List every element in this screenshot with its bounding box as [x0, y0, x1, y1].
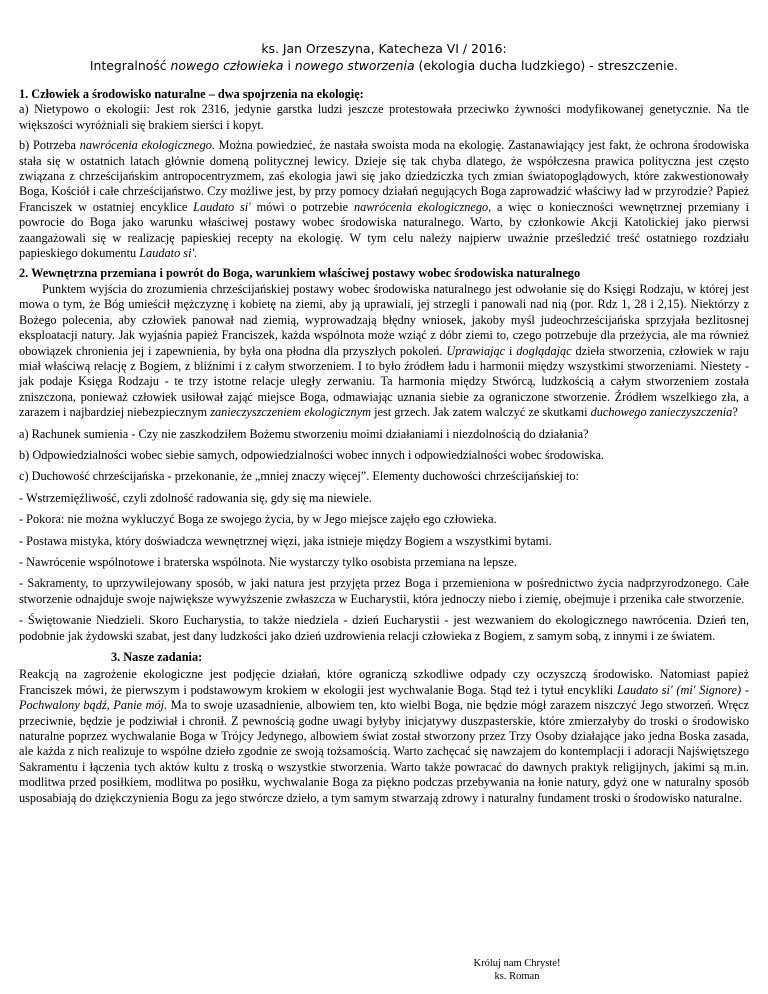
- text-span: Można powiedzieć, że nastała swoista moda na ekologię. Zastanawiający jest fakt, że ochrona środowiska stała się w ostatnich latach głównie domeną politycznej lewicy. Dzieje się tak chyba dlatego, że współczesna prawica polityczna jest często związana z chrześcijańskim antropocentryzmem, zaś ekologia jawi się jako dziedziczka tych zmian światopoglądowych, które zakwestionowały Boga, Kościół i całe chrześcijaństwo. Czy możliwe jest, by przy pomocy działań negujących Boga zaprowadzić właściwy ład w przyrodzie? Papież Franciszek w ostatniej encyklice: [19, 138, 749, 214]
- italic-span: Laudato si' (mi' Signore) - Pochwalony bądź, Panie mój.: [19, 682, 749, 713]
- text-span: dzieła stworzenia, człowiek w raju miał właściwą relację z Bogiem, z bliźnimi i z całym stworzeniem. I to było źródłem ładu i harmonii między wszystkimi stworzeniami. Niestety - jak podaje Księga Rodzaju - te trzy istotne relacje uległy zerwaniu. Ta harmonia między Stwórcą, ludzkością a całym stworzeniem została zniszczona, ponieważ człowiek usiłował zająć miejsce Boga, odmawiając uznania siebie za ograniczone stworzenie. Źródłem wszelkiego zła, a zarazem i najbardziej niebezpiecznym: [19, 343, 749, 420]
- section2-item-a: a) Rachunek sumienia - Czy nie zaszkodziłem Bożemu stworzeniu moimi działaniami i niezdolnością do działania?: [19, 426, 589, 441]
- section2-item-c: c) Duchowość chrześcijańska - przekonanie, że „mniej znaczy więcej”. Elementy duchowości chrześcijańskiej to:: [19, 469, 579, 484]
- title-italic: nowego człowieka: [170, 58, 284, 73]
- italic-span: doglądając: [516, 343, 572, 358]
- italic-span: duchowego zanieczyszczenia: [590, 405, 733, 420]
- italic-span: Laudato si'.: [139, 246, 198, 261]
- section2-dash-item: - Pokora: nie można wykluczyć Boga ze swojego życia, by w Jego miejsce zajęło ego człowieka.: [19, 512, 497, 527]
- section1-paragraph-a: a) Nietypowo o ekologii: Jest rok 2316, jedynie garstka ludzi jeszcze protestowała przeciwko żywności modyfikowanej genetycznie. Na tle większości wyróżniali się brakiem sierści i kopyt.: [19, 102, 749, 132]
- italic-span: nawrócenia ekologicznego,: [353, 199, 492, 214]
- text-span: b) Potrzeba: [19, 138, 80, 153]
- italic-span: Uprawiając: [446, 343, 506, 358]
- section2-paragraph: [19, 282, 749, 421]
- text-span: mówi o potrzebie: [250, 199, 354, 214]
- title-text: (ekologia ducha ludzkiego) - streszczenie.: [414, 58, 679, 73]
- signature-line1: Króluj nam Chryste!: [473, 958, 561, 969]
- document: [19, 0, 749, 811]
- document-title-line2: [19, 57, 749, 74]
- title-text: Integralność: [89, 58, 171, 73]
- text-span: Punktem wyjścia do zrozumienia chrześcijańskiej postawy wobec środowiska naturalnego jest odwołanie się do Księgi Rodzaju, w której jest mowa o tym, że Bóg umieścił mężczyznę i kobietę na ziemi, aby ją uprawiali, jej strzegli i panowali nad nią (por. Rdz 1, 28 i 2,15). Niektórzy z Bożego polecenia, aby człowiek panował nad ziemią, wyprowadzają błędny wniosek, jakoby myśl judeochrześcijańska sprzyjała bezlitosnej eksploatacji natury. Jak wyjaśnia papież Franciszek, każda wspólnota może wziąć z dóbr ziemi to, czego potrzebuje dla przeżycia, ale ma również obowiązek chronienia jej i zapewnienia, by była ona płodna dla przyszłych pokoleń.: [19, 281, 749, 358]
- section3-paragraph: [19, 667, 749, 806]
- text-span: a więc o konieczności wewnętrznej przemiany i powrocie do Boga jako warunku właściwej postawy wobec środowiska naturalnego. Warto, by członkowie Akcji Katolickiej jako pierwsi zaangażowali się w realizację papieskiej recepty na ekologię. W tym celu należy najpierw uważnie prześledzić treść ostatniego rozdziału papieskiego dokumentu: [19, 199, 750, 261]
- section3-heading: 3. Nasze zadania:: [111, 650, 203, 664]
- italic-span: zanieczyszczeniem ekologicznym: [210, 405, 372, 420]
- text-span: jest grzech. Jak zatem walczyć ze skutkami: [371, 405, 591, 420]
- text-span: i: [505, 343, 517, 358]
- section1-heading: 1. Człowiek a środowisko naturalne – dwa spojrzenia na ekologię:: [19, 87, 364, 101]
- section2-dash-item: - Sakramenty, to uprzywilejowany sposób, w jaki natura jest przyjęta przez Boga i przemieniona w pośrednictwo życia nadprzyrodzonego. Całe stworzenie odnajduje swoje największe wywyższenie zwłaszcza w Eucharystii, która jednoczy niebo i ziemię, obejmuje i przenika całe stworzenie.: [19, 576, 749, 606]
- section2-dash-item: - Świętowanie Niedzieli. Skoro Eucharystia, to także niedziela - dzień Eucharystii - jest wezwaniem do ekologicznego nawrócenia. Dzień ten, podobnie jak żydowski szabat, jest dany ludzkości jako dzień uzdrowienia relacji człowieka z Bogiem, z samym sobą, z innymi i ze światem.: [19, 613, 749, 643]
- signature: [472, 957, 562, 983]
- italic-span: Laudato si': [193, 199, 251, 214]
- section2-dash-item: - Postawa mistyka, który doświadcza wewnętrznej więzi, jaka istnieje między Bogiem a wszystkimi bytami.: [19, 533, 552, 548]
- italic-span: nawrócenia ekologicznego.: [79, 138, 215, 153]
- text-span: Ma to swoje uzasadnienie, albowiem ten, kto wielbi Boga, nie będzie mógł zarazem niszczyć Jego stworzeń. Wręcz przeciwnie, będzie je podziwiał i chronił. Z pewnością godne uwagi byłyby inicjatywy duszpasterskie, które zmierzałyby do troski o środowisko naturalne poprzez wychwalanie Boga w Trójcy Jedynego, albowiem świat został stworzony przez Trzy Osoby działające jako jedna Boska zasada, ale każda z nich realizuje to wspólne dzieło zgodnie ze swoją tożsamością. Warto zachęcać się nawzajem do kontemplacji i adoracji Najświętszego Sakramentu i łączenia tych aktów kultu z troską o wszystkie stworzenia. Warto także powracać do dawnych praktyk religijnych, jakimi są m.in. modlitwa przed posiłkiem, modlitwa po posiłku, wychwalanie Boga za piękno podczas przebywania na łonie natury, gdyż one w naturalny sposób usposabiają do dziękczynienia Bogu za jego stwórcze dzieło, a tym samym stwarzają zdrowy i naturalny fundament troski o środowisko naturalne.: [19, 698, 749, 805]
- section2-dash-item: - Nawrócenie wspólnotowe i braterska wspólnota. Nie wystarczy tylko osobista przemiana na lepsze.: [19, 554, 517, 569]
- section2-heading: 2. Wewnętrzna przemiana i powrót do Boga, warunkiem właściwej postawy wobec środowiska naturalnego: [19, 266, 581, 281]
- document-title-line1: ks. Jan Orzeszyna, Katecheza VI / 2016:: [261, 41, 507, 56]
- title-italic: nowego stworzenia: [294, 58, 415, 73]
- signature-line2: ks. Roman: [494, 971, 540, 982]
- title-text: i: [283, 58, 295, 73]
- text-span: ?: [732, 405, 738, 420]
- section1-paragraph-b: [19, 138, 749, 261]
- text-span: Reakcją na zagrożenie ekologiczne jest podjęcie działań, które ograniczą szkodliwe odpady czy oczyszczą środowisko. Natomiast papież Franciszek mówi, że pierwszym i podstawowym krokiem w ekologii jest wychwalanie Boga. Stąd też i tytuł encykliki: [19, 667, 749, 697]
- section2-dash-item: - Wstrzemięźliwość, czyli zdolność radowania się, gdy się ma niewiele.: [19, 490, 372, 505]
- section2-item-b: b) Odpowiedzialności wobec siebie samych, odpowiedzialności wobec innych i odpowiedzialności wobec środowiska.: [19, 447, 604, 462]
